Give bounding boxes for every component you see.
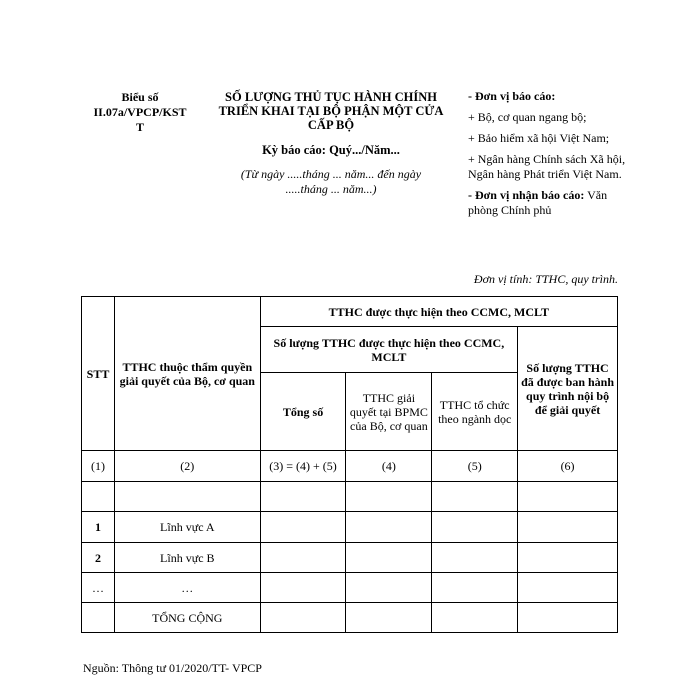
col-number-cell: (2) xyxy=(114,451,260,482)
value-cell xyxy=(518,482,618,512)
value-cell xyxy=(260,543,346,573)
header-group: TTHC được thực hiện theo CCMC, MCLT xyxy=(260,297,617,327)
report-period: Kỳ báo cáo: Quý.../Năm... xyxy=(262,143,400,157)
value-cell xyxy=(260,512,346,543)
header-row-1 xyxy=(82,297,618,327)
value-cell xyxy=(518,573,618,603)
value-cell xyxy=(346,512,432,543)
date-range: (Từ ngày .....tháng ... năm... đến ngày .....tháng ... năm...) xyxy=(240,167,422,196)
value-cell xyxy=(518,512,618,543)
title-line-1: SỐ LƯỢNG THỦ TỤC HÀNH CHÍNH xyxy=(225,90,437,104)
source-note: Nguồn: Thông tư 01/2020/TT- VPCP xyxy=(83,661,262,675)
name-cell xyxy=(114,482,260,512)
value-cell xyxy=(260,573,346,603)
col-number-cell: (4) xyxy=(346,451,432,482)
value-cell xyxy=(260,603,346,633)
form-code-line-1: Biểu số xyxy=(121,90,159,104)
table-row xyxy=(82,543,618,573)
col-number-cell: (3) = (4) + (5) xyxy=(260,451,346,482)
form-code xyxy=(80,90,200,135)
stt-cell xyxy=(82,482,115,512)
col-number-cell: (5) xyxy=(432,451,518,482)
value-cell xyxy=(432,482,518,512)
value-cell xyxy=(518,543,618,573)
header-procedures: Số lượng TTHC đã được ban hành quy trình nội bộ để giải quyết xyxy=(518,327,618,451)
reporting-unit-item: + Ngân hàng Chính sách Xã hội, Ngân hàng Phát triển Việt Nam. xyxy=(468,152,626,181)
column-number-row xyxy=(82,451,618,482)
receiver xyxy=(468,188,633,218)
value-cell xyxy=(346,573,432,603)
total-label: TỔNG CỘNG xyxy=(114,603,260,633)
total-row xyxy=(82,603,618,633)
value-cell xyxy=(518,603,618,633)
value-cell xyxy=(432,512,518,543)
reporting-units xyxy=(468,89,633,224)
value-cell xyxy=(432,603,518,633)
stt-cell: … xyxy=(82,573,115,603)
reporting-unit-item: + Bộ, cơ quan ngang bộ; xyxy=(468,110,587,124)
title-block xyxy=(200,90,462,197)
reporting-unit-item: + Bảo hiểm xã hội Việt Nam; xyxy=(468,131,610,145)
stt-cell: 2 xyxy=(82,543,115,573)
form-code-line-2: II.07a/VPCP/KST xyxy=(93,105,187,119)
report-table xyxy=(81,296,618,633)
header-authority: TTHC thuộc thẩm quyền giải quyết của Bộ, cơ quan xyxy=(114,297,260,451)
report-title xyxy=(200,90,462,132)
value-cell xyxy=(346,603,432,633)
form-code-line-3: T xyxy=(135,120,144,134)
table-row xyxy=(82,482,618,512)
unit-note: Đơn vị tính: TTHC, quy trình. xyxy=(473,272,618,286)
col-number-cell: (1) xyxy=(82,451,115,482)
value-cell xyxy=(346,482,432,512)
value-cell xyxy=(432,543,518,573)
value-cell xyxy=(432,573,518,603)
header-total: Tổng số xyxy=(260,373,346,451)
title-line-2: TRIỂN KHAI TẠI BỘ PHẬN MỘT CỬA xyxy=(218,104,444,118)
name-cell: Lĩnh vực A xyxy=(114,512,260,543)
receiver-label: - Đơn vị nhận báo cáo: xyxy=(468,188,585,202)
col-number-cell: (6) xyxy=(518,451,618,482)
reporting-unit-label: - Đơn vị báo cáo: xyxy=(468,89,556,103)
table-row xyxy=(82,512,618,543)
receiver-value: Văn phòng Chính phủ xyxy=(468,188,608,217)
stt-cell: 1 xyxy=(82,512,115,543)
table-row xyxy=(82,573,618,603)
header-count: Số lượng TTHC được thực hiện theo CCMC, MCLT xyxy=(260,327,518,373)
header-sector: TTHC tổ chức theo ngành dọc xyxy=(432,373,518,451)
title-line-3: CẤP BỘ xyxy=(307,118,355,132)
value-cell xyxy=(346,543,432,573)
name-cell: Lĩnh vực B xyxy=(114,543,260,573)
name-cell: … xyxy=(114,573,260,603)
value-cell xyxy=(260,482,346,512)
header-bpmc: TTHC giải quyết tại BPMC của Bộ, cơ quan xyxy=(346,373,432,451)
header-stt: STT xyxy=(82,297,115,451)
total-stt-cell xyxy=(82,603,115,633)
